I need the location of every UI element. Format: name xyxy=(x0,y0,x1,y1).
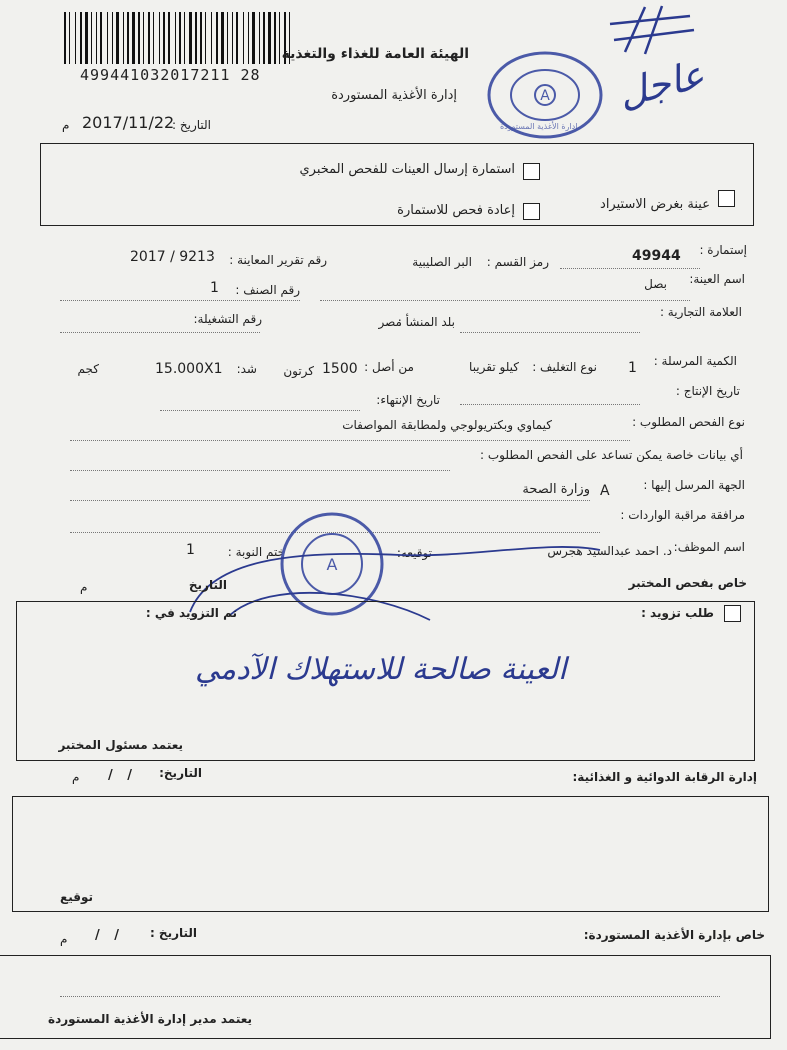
inspection-report-label: رقم تقرير المعاينة : xyxy=(229,253,327,267)
barcode xyxy=(62,12,296,68)
section-code-value: البر الصليبية xyxy=(412,255,472,269)
trademark-label: العلامة التجارية : xyxy=(659,305,742,319)
header-date-label: التاريخ : xyxy=(172,118,212,132)
food-control-date-suffix: م xyxy=(72,770,80,784)
imported-food-line xyxy=(60,996,720,997)
item-no-line xyxy=(60,300,300,301)
employee-value: د. احمد عبدالسيد هجرس xyxy=(547,544,672,558)
out-of-value: 1500 xyxy=(322,361,358,377)
sent-qty-value: 1 xyxy=(628,360,637,376)
test-type-label: نوع الفحص المطلوب : xyxy=(632,415,745,429)
barcode-number: 499441032017211 28 xyxy=(80,66,261,84)
item-no-value: 1 xyxy=(210,280,219,296)
import-sample-label: عينة بغرض الاستيراد xyxy=(600,197,710,212)
shift-stamp-value: 1 xyxy=(186,542,195,558)
sample-name-value: بصل xyxy=(644,277,667,291)
trademark-line xyxy=(460,332,640,333)
inspection-report-value: 2017 / 9213 xyxy=(130,249,215,265)
origin-label: بلد المنشأ : xyxy=(397,315,455,329)
sample-name-line xyxy=(320,300,690,301)
imported-food-title: خاص بإدارة الأغذية المستوردة: xyxy=(583,928,765,942)
lab-form-label: استمارة إرسال العينات للفحص المخبري xyxy=(299,162,515,177)
imported-food-date-label: التاريخ : xyxy=(149,926,197,940)
test-type-value: كيماوي وبكتريولوجي ولمطابقة المواصفات xyxy=(342,418,552,432)
food-control-date-value: / / xyxy=(108,768,133,783)
imported-food-date-value: / / xyxy=(95,928,120,943)
recipient-line xyxy=(70,500,590,501)
lab-handwritten-note: العينة صالحة للاستهلاك الآدمي xyxy=(195,652,567,687)
kg-label: كجم xyxy=(77,362,99,376)
test-type-line xyxy=(70,440,630,441)
urgent-note: عاجل xyxy=(613,52,709,116)
department-name: إدارة الأغذية المستوردة xyxy=(331,88,457,103)
pack-label: شد: xyxy=(236,362,257,376)
special-data-line xyxy=(70,470,450,471)
form-no-line xyxy=(560,268,700,269)
food-control-box xyxy=(12,796,769,912)
svg-text:A: A xyxy=(540,88,550,104)
production-date-label: تاريخ الإنتاج : xyxy=(675,384,740,398)
signature-label: توقيعه: xyxy=(396,546,432,560)
carton-label: كرتون xyxy=(283,364,314,378)
package-type-label: نوع التغليف : xyxy=(532,360,597,374)
header-date-suffix: م xyxy=(62,118,70,132)
imported-food-approval-label: يعتمد مدير إدارة الأغذية المستوردة xyxy=(48,1012,252,1026)
package-type-value: كيلو تقريبا xyxy=(469,360,519,374)
lab-section-title: خاص بفحص المختبر xyxy=(628,576,747,590)
form-no-label: إستمارة : xyxy=(699,243,747,257)
sent-qty-label: الكمية المرسلة : xyxy=(653,354,737,368)
lab-form-checkbox[interactable] xyxy=(523,163,540,180)
import-sample-checkbox[interactable] xyxy=(718,190,735,207)
employee-label: اسم الموظف: xyxy=(673,540,745,554)
imported-food-date-suffix: م xyxy=(60,932,68,946)
lab-date-label: التاريخ xyxy=(188,578,227,592)
recipient-code: A xyxy=(600,483,610,499)
out-of-label: من أصل : xyxy=(364,360,414,374)
food-control-title: إدارة الرقابة الدوائية و الغذائية: xyxy=(572,770,757,784)
imported-food-box xyxy=(0,955,771,1039)
lab-date-suffix: م xyxy=(80,580,88,594)
incoming-control-label: مرافقة مراقبة الواردات : xyxy=(620,508,745,522)
batch-no-line xyxy=(60,332,260,333)
supplied-in-label: تم التزويد في : xyxy=(145,606,237,620)
stamp-text: إدارة الأغذية المستوردة xyxy=(500,122,578,131)
food-control-signature-label: توقيع xyxy=(60,890,93,904)
section-code-label: رمز القسم : xyxy=(486,255,549,269)
special-data-label: أي بيانات خاصة يمكن تساعد على الفحص المطلوب : xyxy=(480,448,743,462)
lab-approval-label: يعتمد مسئول المختبر xyxy=(58,738,183,752)
item-no-label: رقم الصنف : xyxy=(235,283,300,297)
batch-no-label: رقم التشغيلة: xyxy=(193,312,262,326)
pack-value: 15.000X1 xyxy=(155,361,223,377)
sample-name-label: اسم العينة: xyxy=(689,272,745,286)
svg-text:A: A xyxy=(326,555,338,574)
recheck-label: إعادة فحص للاستمارة xyxy=(397,203,515,218)
supply-request-checkbox[interactable] xyxy=(724,605,741,622)
recheck-checkbox[interactable] xyxy=(523,203,540,220)
expiry-date-label: تاريخ الإنتهاء: xyxy=(376,393,440,407)
recipient-label: الجهة المرسل إليها : xyxy=(643,478,745,492)
supply-request-label: طلب تزويد : xyxy=(641,606,714,620)
production-date-line xyxy=(460,404,640,405)
hash-scribble xyxy=(600,2,700,60)
food-control-date-label: التاريخ: xyxy=(159,766,202,780)
origin-value: مصر xyxy=(378,315,402,329)
expiry-date-line xyxy=(160,410,360,411)
form-no-value: 49944 xyxy=(632,248,681,264)
shift-stamp-label: ختم النوبة : xyxy=(227,545,285,559)
authority-name: الهيئة العامة للغذاء والتغذية xyxy=(281,46,469,62)
header-date-value: 2017/11/22 xyxy=(82,113,175,132)
recipient-value: وزارة الصحة xyxy=(522,482,590,497)
